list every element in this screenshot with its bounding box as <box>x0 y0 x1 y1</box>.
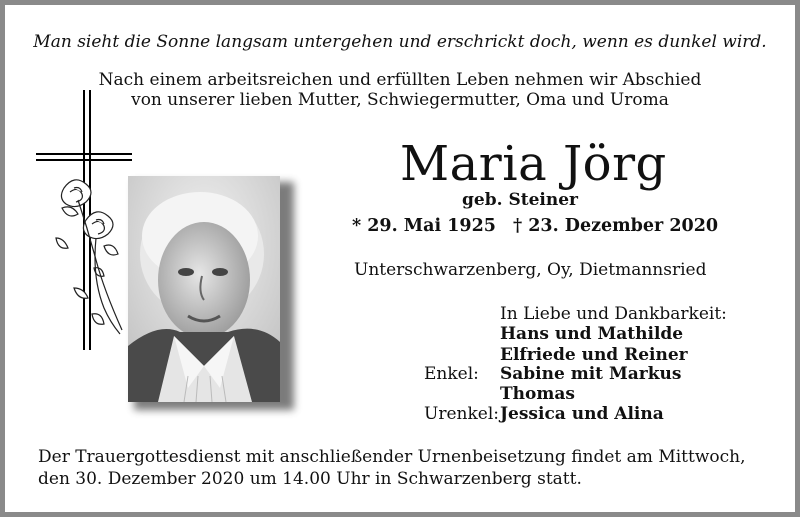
family-children-1: Hans und Mathilde <box>500 324 684 344</box>
portrait-photo <box>128 176 280 402</box>
grandchildren-2: Thomas <box>500 384 575 404</box>
family-heading: In Liebe und Dankbarkeit: <box>500 304 727 324</box>
cross-with-roses-icon <box>34 88 138 360</box>
notice-line-2: den 30. Dezember 2020 um 14.00 Uhr in Schwarzenberg statt. <box>38 469 582 489</box>
grandchildren-label: Enkel: <box>424 364 479 384</box>
places: Unterschwarzenberg, Oy, Dietmannsried <box>354 260 707 280</box>
great-grandchildren-1: Jessica und Alina <box>500 404 664 424</box>
intro-line-1: Nach einem arbeitsreichen und erfüllten Leben nehmen wir Abschied <box>98 70 702 90</box>
deceased-name: Maria Jörg <box>400 136 667 192</box>
grandchildren-1: Sabine mit Markus <box>500 364 682 384</box>
intro-line-2: von unserer lieben Mutter, Schwiegermutter, Oma und Uroma <box>131 90 669 110</box>
maiden-name: geb. Steiner <box>462 190 578 210</box>
birth-date: * 29. Mai 1925 <box>352 216 496 236</box>
great-grandchildren-label: Urenkel: <box>424 404 499 424</box>
family-children-2: Elfriede und Reiner <box>500 345 688 365</box>
notice-line-1: Der Trauergottesdienst mit anschließender Urnenbeisetzung findet am Mittwoch, <box>38 447 746 467</box>
motto: Man sieht die Sonne langsam untergehen und erschrickt doch, wenn es dunkel wird. <box>33 32 767 52</box>
death-date: † 23. Dezember 2020 <box>513 216 719 236</box>
